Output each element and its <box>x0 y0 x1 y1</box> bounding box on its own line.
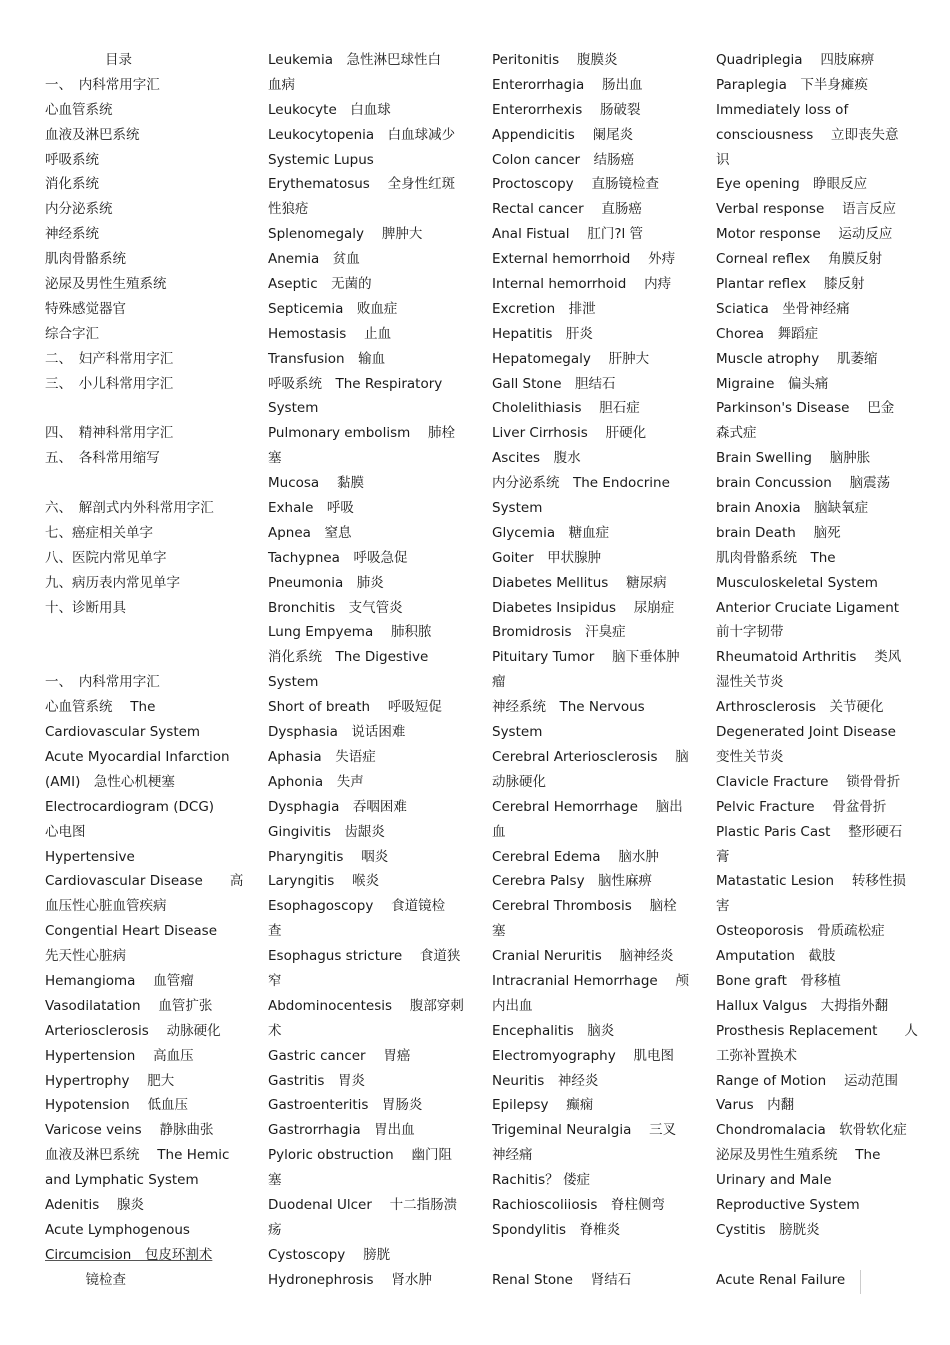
col4-line: Bone graft 骨移植 <box>716 972 841 989</box>
col3-line: 内出血 <box>492 997 533 1014</box>
col2-line: Leukocytopenia 白血球减少 <box>268 126 456 143</box>
col4-line: Clavicle Fracture 锁骨骨折 <box>716 773 901 790</box>
col4-line: 害 <box>716 898 730 915</box>
col3-line: Cholelithiasis 胆石症 <box>492 400 640 417</box>
col2-line: Aphasia 失语症 <box>268 748 376 765</box>
col2-line: 查 <box>268 923 282 940</box>
col3-line: 内分泌系统 The Endocrine <box>492 475 670 492</box>
col3-line: Enterorrhagia 肠出血 <box>492 76 643 93</box>
col4-line: Corneal reflex 角膜反射 <box>716 251 883 268</box>
col2-line: Lung Empyema 肺积脓 <box>268 624 432 641</box>
col1-line: 七、癌症相关单字 <box>45 524 153 541</box>
col3-line: Cranial Neruritis 脑神经炎 <box>492 948 674 965</box>
col4-line: Brain Swelling 脑肿胀 <box>716 450 871 467</box>
col3-line: Electromyography 肌电图 <box>492 1047 675 1064</box>
col4-line: 工弥补置换术 <box>716 1047 797 1064</box>
col4-line: Hallux Valgus 大拇指外翻 <box>716 997 889 1014</box>
col1-line: Adenitis 腺炎 <box>45 1196 145 1213</box>
col1-line: Cardiovascular Disease 高 <box>45 873 244 890</box>
col4-line: Varus 内翻 <box>716 1097 795 1114</box>
col3-line: Glycemia 糖血症 <box>492 524 610 541</box>
col3-line: Encephalitis 脑炎 <box>492 1022 615 1039</box>
col3-line: System <box>492 500 543 517</box>
col4-line: Motor response 运动反应 <box>716 226 893 243</box>
col2-line: 疡 <box>268 1221 282 1238</box>
col1-line: 先天性心脏病 <box>45 948 126 965</box>
col2-line: Anemia 贫血 <box>268 251 360 268</box>
col3-line: Ascites 腹水 <box>492 450 581 467</box>
col2-line: Septicemia 败血症 <box>268 300 398 317</box>
col1-line: 泌尿及男性生殖系统 <box>45 276 167 293</box>
col3-line: Peritonitis 腹膜炎 <box>492 52 618 68</box>
col1-line: Hypotension 低血压 <box>45 1097 189 1114</box>
col1-line: 呼吸系统 <box>45 151 99 168</box>
col1-line: Congential Heart Disease <box>45 923 217 940</box>
col4-line: Degenerated Joint Disease <box>716 724 896 741</box>
col1-line <box>45 396 240 421</box>
col1-line: and Lymphatic System <box>45 1172 199 1189</box>
col3-line: Rachioscoliiosis 脊柱侧弯 <box>492 1196 665 1213</box>
col2-line: 塞 <box>268 1172 282 1189</box>
bottom-line-col1: 镜检查 <box>45 1272 126 1288</box>
col2-line: Leukemia 急性淋巴球性白 <box>268 52 441 68</box>
col3-line: 血 <box>492 823 506 840</box>
col3-line: Hepatomegaly 肝肿大 <box>492 350 650 367</box>
col3-line: 动脉硬化 <box>492 773 546 790</box>
col4-line: Anterior Cruciate Ligament <box>716 599 900 616</box>
col3-line: Excretion 排泄 <box>492 300 596 317</box>
col4-line: 识 <box>716 151 730 168</box>
col1-line: 三、 小儿科常用字汇 <box>45 375 174 392</box>
col2-line: Pulmonary embolism 肺栓 <box>268 425 456 442</box>
column-rule <box>860 1270 861 1294</box>
col3-line: Enterorrhexis 肠破裂 <box>492 101 641 118</box>
column-1 <box>45 48 244 1268</box>
col3-line: 瘤 <box>492 674 506 691</box>
bottom-line-col2: Hydronephrosis 肾水肿 <box>268 1272 432 1288</box>
col4-line: Arthrosclerosis 关节硬化 <box>716 699 884 716</box>
col3-line: Cerebral Arteriosclerosis 脑 <box>492 748 689 765</box>
col1-line <box>45 620 240 645</box>
col2-line: Bronchitis 支气管炎 <box>268 599 403 616</box>
col2-line: Gastritis 胃炎 <box>268 1072 365 1089</box>
col2-line: Gastrorrhagia 胃出血 <box>268 1122 415 1139</box>
col4-line: Matastatic Lesion 转移性损 <box>716 873 906 890</box>
col3-line: Gall Stone 胆结石 <box>492 375 616 392</box>
col1-line: 四、 精神科常用字汇 <box>45 425 174 442</box>
col3-line: System <box>492 724 543 741</box>
col3-line: Internal hemorrhoid 内痔 <box>492 276 672 293</box>
col1-line: Hypertension 高血压 <box>45 1047 194 1064</box>
col4-line: Eye opening 睁眼反应 <box>716 176 868 193</box>
col3-line: Liver Cirrhosis 肝硬化 <box>492 425 647 442</box>
col4-line: consciousness 立即丧失意 <box>716 126 899 143</box>
col2-line: Mucosa 黏膜 <box>268 475 364 492</box>
col1-line: 一、 内科常用字汇 <box>45 674 160 691</box>
bottom-line-col4: Acute Renal Failure <box>716 1272 846 1288</box>
col1-line: Acute Lymphogenous <box>45 1221 190 1238</box>
col1-line: 十、诊断用具 <box>45 599 126 616</box>
col4-line: 前十字韧带 <box>716 624 784 641</box>
col4-line: Paraplegia 下半身瘫痪 <box>716 76 868 93</box>
col2-line: Esophagus stricture 食道狭 <box>268 948 461 965</box>
col4-line: Immediately loss of <box>716 101 849 118</box>
col3-line: 塞 <box>492 923 506 940</box>
col1-line: 血液及淋巴系统 The Hemic <box>45 1147 230 1164</box>
col4-line: Muscle atrophy 肌萎缩 <box>716 350 878 367</box>
col1-line: Arteriosclerosis 动脉硬化 <box>45 1022 221 1039</box>
col4-line: Verbal response 语言反应 <box>716 201 897 218</box>
col3-line: Appendicitis 阑尾炎 <box>492 126 634 143</box>
col4-line: brain Death 脑死 <box>716 524 841 541</box>
col4-line: Migraine 偏头痛 <box>716 375 829 392</box>
col1-line: 神经系统 <box>45 226 99 243</box>
col1-line: 目录 <box>105 52 132 68</box>
col1-line: 八、医院内常见单字 <box>45 549 167 566</box>
col1-line: Hemangioma 血管瘤 <box>45 972 194 989</box>
col2-line: Pyloric obstruction 幽门阻 <box>268 1147 452 1164</box>
col2-line: Dysphasia 说话困难 <box>268 724 406 741</box>
bottom-line-col3: Renal Stone 肾结石 <box>492 1272 632 1288</box>
col2-line: Apnea 窒息 <box>268 524 352 541</box>
col1-line: 一、 内科常用字汇 <box>45 76 160 93</box>
col2-line: Splenomegaly 脾肿大 <box>268 226 423 243</box>
col3-line: Rachitis？ 偻症 <box>492 1172 590 1189</box>
col3-line: Pituitary Tumor 脑下垂体肿 <box>492 649 680 666</box>
col4-line: Quadriplegia 四肢麻痹 <box>716 52 875 68</box>
col2-line: Systemic Lupus <box>268 151 374 168</box>
col1-line: 心电图 <box>45 823 86 840</box>
col2-line: Exhale 呼吸 <box>268 500 354 517</box>
col2-line: 呼吸系统 The Respiratory <box>268 375 443 392</box>
col2-line: Aphonia 失声 <box>268 773 364 790</box>
col4-line: 膏 <box>716 848 730 865</box>
col2-line: Transfusion 输血 <box>268 350 386 367</box>
col1-line: Varicose veins 静脉曲张 <box>45 1122 214 1139</box>
col2-line: Pneumonia 肺炎 <box>268 574 384 591</box>
col1-line: Electrocardiogram (DCG) <box>45 798 215 815</box>
col2-line: 性狼疮 <box>268 201 309 218</box>
col4-line: Amputation 截肢 <box>716 948 836 965</box>
col3-line: Epilepsy 癫痫 <box>492 1097 594 1114</box>
col3-line: 神经痛 <box>492 1147 533 1164</box>
col2-line: 术 <box>268 1022 282 1039</box>
col1-line: 心血管系统 The <box>45 699 156 716</box>
col1-line: 消化系统 <box>45 176 99 193</box>
col1-line: 六、 解剖式内外科常用字汇 <box>45 500 214 517</box>
col4-line: Prosthesis Replacement 人 <box>716 1022 918 1039</box>
col2-line: 塞 <box>268 450 282 467</box>
col2-line: Leukocyte 白血球 <box>268 101 391 118</box>
col3-line: Anal Fistual 肛门?l 管 <box>492 226 644 243</box>
col1-line: Cardiovascular System <box>45 724 201 741</box>
col1-line: 心血管系统 <box>45 101 113 118</box>
col2-line: Gastric cancer 胃癌 <box>268 1047 411 1064</box>
col2-line: 窄 <box>268 972 282 989</box>
col3-line: Cerebral Hemorrhage 脑出 <box>492 798 683 815</box>
col3-line: Diabetes Mellitus 糖尿病 <box>492 574 667 591</box>
col3-line: Colon cancer 结肠癌 <box>492 151 635 168</box>
col4-line: Osteoporosis 骨质疏松症 <box>716 923 885 940</box>
col2-line: Cystoscopy 膀胱 <box>268 1246 391 1263</box>
col3-line: External hemorrhoid 外痔 <box>492 251 676 268</box>
col3-line: Goiter 甲状腺肿 <box>492 549 602 566</box>
col2-line: Pharyngitis 咽炎 <box>268 848 389 865</box>
col1-line: Circumcision 包皮环割术 <box>45 1246 213 1263</box>
col2-line: Duodenal Ulcer 十二指肠溃 <box>268 1196 458 1213</box>
col4-line: Plastic Paris Cast 整形硬石 <box>716 823 903 840</box>
col4-line: Parkinson's Disease 巴金 <box>716 400 895 417</box>
col4-line: Pelvic Fracture 骨盆骨折 <box>716 798 887 815</box>
col4-line: Urinary and Male <box>716 1172 832 1189</box>
col4-line: 湿性关节炎 <box>716 674 784 691</box>
col4-line: Cystitis 膀胱炎 <box>716 1221 820 1238</box>
col2-line: System <box>268 674 319 691</box>
col4-line: 肌肉骨骼系统 The <box>716 549 836 566</box>
col1-line: 肌肉骨骼系统 <box>45 251 126 268</box>
col3-line: Diabetes Insipidus 尿崩症 <box>492 599 675 616</box>
col1-line: 综合字汇 <box>45 325 99 342</box>
col1-line: 二、 妇产科常用字汇 <box>45 350 174 367</box>
col1-line: 血液及淋巴系统 <box>45 126 140 143</box>
col4-line: Sciatica 坐骨神经痛 <box>716 300 850 317</box>
col3-line: 神经系统 The Nervous <box>492 699 645 716</box>
col1-line: 内分泌系统 <box>45 201 113 218</box>
col3-line: Hepatitis 肝炎 <box>492 325 593 342</box>
col4-line: Plantar reflex 膝反射 <box>716 276 865 293</box>
col2-line: Short of breath 呼吸短促 <box>268 699 442 716</box>
col1-line: Acute Myocardial Infarction <box>45 748 230 765</box>
col2-line: System <box>268 400 319 417</box>
col3-line: Bromidrosis 汗臭症 <box>492 624 626 641</box>
col3-line: Cerebra Palsy 脑性麻痹 <box>492 873 653 890</box>
col2-line: 消化系统 The Digestive <box>268 649 429 666</box>
col1-line: Hypertrophy 肥大 <box>45 1072 175 1089</box>
col2-line: Tachypnea 呼吸急促 <box>268 549 408 566</box>
col1-line: 五、 各科常用缩写 <box>45 450 160 467</box>
col1-line <box>45 645 240 670</box>
col2-line: Esophagoscopy 食道镜检 <box>268 898 446 915</box>
column-4 <box>716 48 916 1243</box>
col4-line: 森式症 <box>716 425 757 442</box>
col3-line: Trigeminal Neuralgia 三叉 <box>492 1122 677 1139</box>
col3-line: Intracranial Hemorrhage 颅 <box>492 972 690 989</box>
col3-line: Neuritis 神经炎 <box>492 1072 599 1089</box>
col4-line: 泌尿及男性生殖系统 The <box>716 1147 881 1164</box>
col1-line <box>45 471 240 496</box>
col2-line: Dysphagia 吞咽困难 <box>268 798 407 815</box>
col1-line: 特殊感觉器官 <box>45 300 126 317</box>
col4-line: Musculoskeletal System <box>716 574 878 591</box>
col2-line: Gingivitis 齿龈炎 <box>268 823 385 840</box>
col4-line: brain Anoxia 脑缺氧症 <box>716 500 869 517</box>
col1-line: Hypertensive <box>45 848 135 865</box>
col1-line: 九、病历表内常见单字 <box>45 574 180 591</box>
column-3 <box>492 48 692 1243</box>
col3-line: Spondylitis 脊椎炎 <box>492 1221 621 1238</box>
column-2 <box>268 48 468 1268</box>
col3-line: Proctoscopy 直肠镜检查 <box>492 176 659 193</box>
col4-line: Range of Motion 运动范围 <box>716 1072 898 1089</box>
col4-line: Reproductive System <box>716 1196 860 1213</box>
col1-line: Vasodilatation 血管扩张 <box>45 997 213 1014</box>
col2-line: Abdominocentesis 腹部穿刺 <box>268 997 464 1014</box>
col3-line: Cerebral Edema 脑水肿 <box>492 848 659 865</box>
col2-line: Laryngitis 喉炎 <box>268 873 380 890</box>
col1-line: (AMI) 急性心机梗塞 <box>45 773 175 790</box>
col3-line: Cerebral Thrombosis 脑栓 <box>492 898 677 915</box>
col2-line: Gastroenteritis 胃肠炎 <box>268 1097 423 1114</box>
col4-line: 变性关节炎 <box>716 748 784 765</box>
col4-line: Chorea 舞蹈症 <box>716 325 819 342</box>
col4-line: brain Concussion 脑震荡 <box>716 475 891 492</box>
col2-line: Erythematosus 全身性红斑 <box>268 176 456 193</box>
col4-line: Chondromalacia 软骨软化症 <box>716 1122 907 1139</box>
col4-line: Rheumatoid Arthritis 类风 <box>716 649 902 666</box>
col2-line: Hemostasis 止血 <box>268 325 392 342</box>
col1-line: 血压性心脏血管疾病 <box>45 898 167 915</box>
col3-line: Rectal cancer 直肠癌 <box>492 201 642 218</box>
col2-line: 血病 <box>268 76 295 93</box>
col2-line: Aseptic 无菌的 <box>268 276 372 293</box>
